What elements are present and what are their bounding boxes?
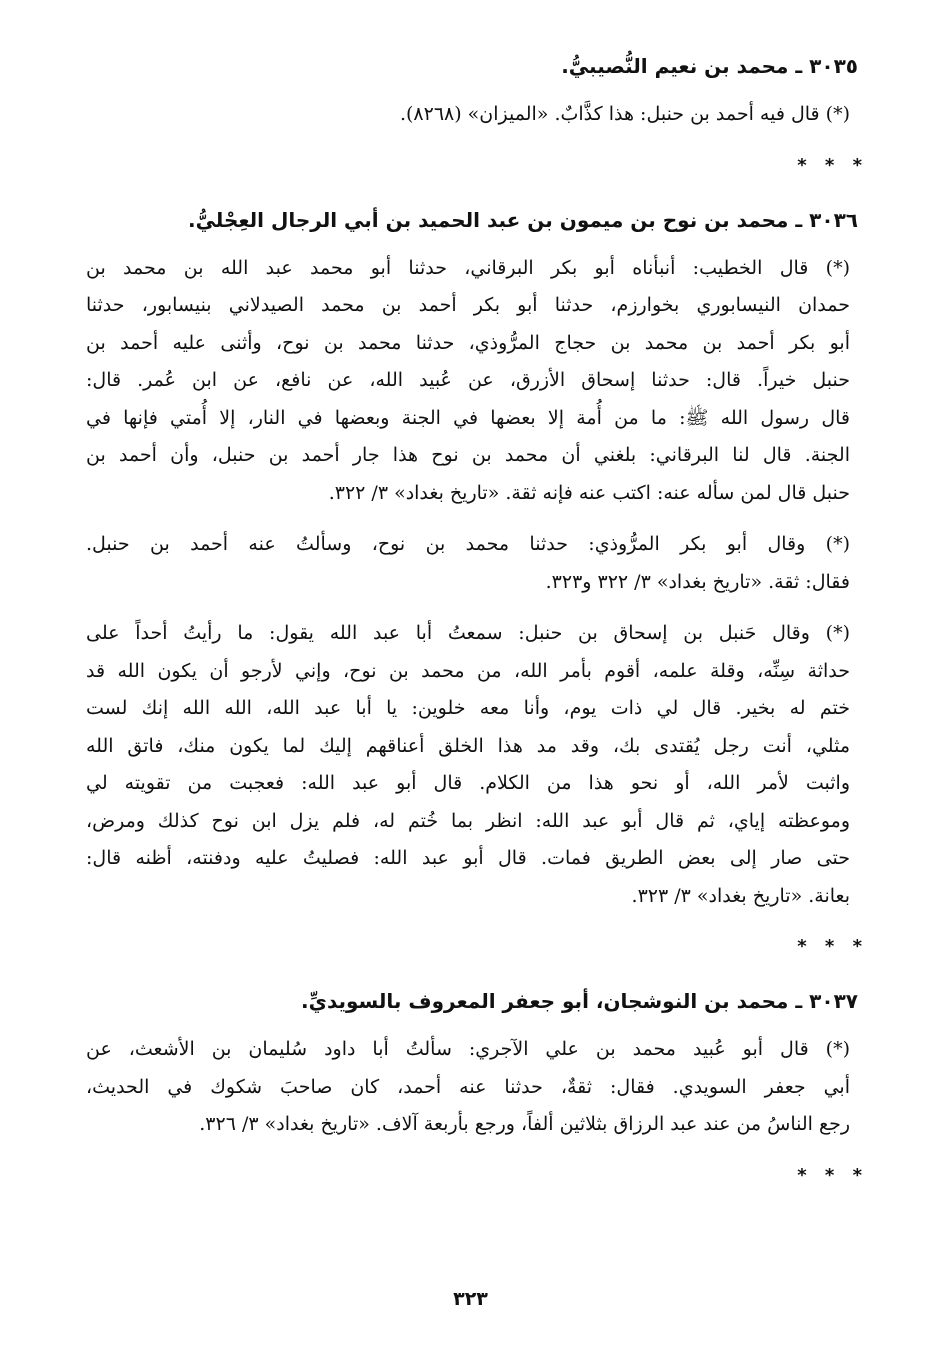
paragraph-line: واثبت لأمر الله، أو نحو هذا من الكلام. قال أبو عبد الله: فعجبت من تقويته لي: [86, 772, 850, 794]
paragraph-line: حداثة سِنِّه، وقلة علمه، أقوم بأمر الله، من محمد بن نوح، وإني لأرجو أن يكون الله قد: [86, 659, 850, 682]
paragraph-line: أبو بكر أحمد بن محمد بن حجاج المرُّوذي، حدثنا محمد بن نوح، وأثنى عليه أحمد بن: [86, 331, 850, 354]
paragraph-line: فقال: ثقة. «تاريخ بغداد» ٣/ ٣٢٢ و٣٢٣.: [545, 570, 850, 593]
paragraph-line: (*) قال فيه أحمد بن حنبل: هذا كذَّابٌ. «الميزان» (٨٢٦٨).: [399, 103, 850, 125]
paragraph-line: حمدان النيسابوري بخوارزم، حدثنا أبو بكر أحمد بن محمد الصيدلاني بنيسابور، حدثنا: [86, 294, 850, 316]
section-separator: * * *: [797, 1164, 868, 1186]
paragraph-line: قال رسول الله ﷺ: ما من أُمة إلا بعضها في الجنة وبعضها في النار، إلا أُمتي فإنها في: [86, 406, 850, 429]
entry-heading: ٣٠٣٧ ـ محمد بن النوشجان، أبو جعفر المعروف بالسويديِّ.: [301, 989, 858, 1013]
paragraph-line: (*) وقال أبو بكر المرُّوذي: حدثنا محمد بن نوح، وسألتُ عنه أحمد بن حنبل.: [86, 533, 850, 555]
entry-paragraph: [86, 526, 868, 601]
page-body: [86, 44, 868, 1208]
paragraph-line: حتى صار إلى بعض الطريق فمات. قال أبو عبد الله: فصليتُ عليه ودفنته، أظنه قال:: [86, 847, 850, 869]
paragraph-line: الجنة. قال لنا البرقاني: بلغني أن محمد بن نوح هذا جار أحمد بن حنبل، وأن أحمد بن: [86, 444, 850, 466]
paragraph-line: مثلي، أنت رجل يُقتدى بك، وقد مد هذا الخلق أعناقهم إليك لما يكون منك، فاتق الله: [86, 734, 850, 757]
entry-paragraph: [86, 615, 868, 915]
paragraph-line: بعانة. «تاريخ بغداد» ٣/ ٣٢٣.: [631, 884, 850, 907]
paragraph-line: (*) وقال حَنبل بن إسحاق بن حنبل: سمعتُ أبا عبد الله يقول: ما رأيتُ أحداً على: [86, 622, 850, 644]
paragraph-line: ختم له بخير. قال لي ذات يوم، وأنا معه خلوين: يا أبا عبد الله، الله الله إنك لست: [86, 697, 850, 719]
entry-paragraph: [86, 1031, 868, 1144]
section-separator: * * *: [797, 154, 868, 176]
paragraph-line: حنبل خيراً. قال: حدثنا إسحاق الأزرق، عن عُبيد الله، عن نافع، عن ابن عُمر. قال:: [86, 369, 850, 391]
entry-heading: ٣٠٣٦ ـ محمد بن نوح بن ميمون بن عبد الحميد بن أبي الرجال العِجْليُّ.: [187, 207, 858, 232]
section-separator: * * *: [797, 936, 868, 957]
entry-paragraph: [86, 250, 868, 513]
paragraph-line: أبي جعفر السويدي. فقال: ثقةٌ، حدثنا عنه أحمد، كان صاحبَ شكوك في الحديث،: [86, 1075, 850, 1098]
paragraph-line: وموعظته إياي، ثم قال أبو عبد الله: انظر بما خُتم له، فلم يزل ابن نوح كذلك ومرض،: [86, 809, 850, 832]
paragraph-line: (*) قال الخطيب: أنبأناه أبو بكر البرقاني، حدثنا أبو محمد عبد الله بن محمد بن: [86, 256, 850, 279]
paragraph-line: حنبل قال لمن سأله عنه: اكتب عنه فإنه ثقة. «تاريخ بغداد» ٣/ ٣٢٢.: [328, 481, 850, 504]
paragraph-line: (*) قال أبو عُبيد محمد بن علي الآجري: سألتُ أبا داود سُليمان بن الأشعث، عن: [86, 1038, 850, 1060]
entry-heading: ٣٠٣٥ ـ محمد بن نعيم النُّصيبيُّ.: [561, 54, 858, 78]
page-number: ٣٢٣: [453, 1288, 488, 1310]
entry-paragraph: [86, 96, 868, 134]
paragraph-line: رجع الناسُ من عند عبد الرزاق بثلاثين ألفاً، ورجع بأربعة آلاف. «تاريخ بغداد» ٣/ ٣٢٦.: [199, 1113, 850, 1135]
